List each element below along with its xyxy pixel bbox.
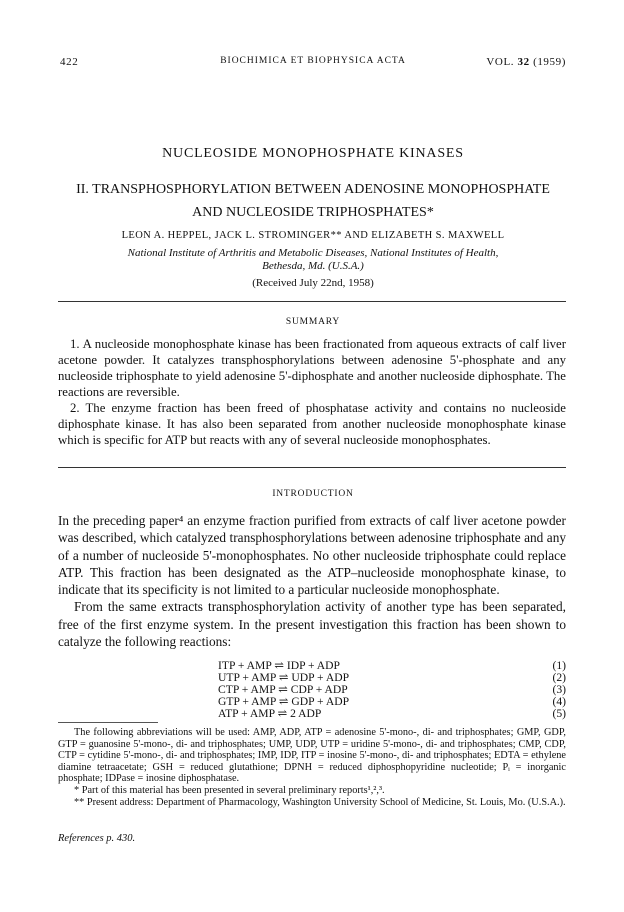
introduction-paragraph-2: From the same extracts transphosphorylation activity of another type has been separated, free of the first enzyme system. In the present investigation this fraction has been shown to catalyze the following reactions: [58,599,566,650]
footnote-double-star: ** Present address: Department of Pharmacology, Washington University School of Medicine, St. Louis, Mo. (U.S.A.). [74,796,566,808]
reaction-equations [58,660,566,720]
volume-year: (1959) [533,56,566,68]
reaction-equation: CTP + AMP ⇌ CDP + ADP [218,683,348,696]
reaction-equation: UTP + AMP ⇌ UDP + ADP [218,671,350,684]
footnote-divider [58,722,158,723]
page-number: 422 [60,56,79,68]
reaction-number: (3) [552,683,566,696]
volume-prefix: VOL. [486,56,515,68]
volume-info [486,56,566,68]
references-note: References p. 430. [58,833,136,844]
summary-heading: SUMMARY [285,317,341,327]
article-subtitle [60,178,566,224]
subtitle-line-2: AND NUCLEOSIDE TRIPHOSPHATES* [192,205,434,220]
introduction-section [58,512,566,650]
reaction-row [58,708,566,720]
introduction-heading: INTRODUCTION [272,489,354,499]
divider-top [58,301,566,302]
author-list: LEON A. HEPPEL, JACK L. STROMINGER** AND ELIZABETH S. MAXWELL [121,230,505,241]
reaction-equation: ITP + AMP ⇌ IDP + ADP [218,659,341,672]
footnote-abbreviations: The following abbreviations will be used: AMP, ADP, ATP = adenosine 5'-mono-, di- and triphosphates; GMP, GDP, GTP = guanosine 5'-mono-, di- and triphosphates; UMP, UDP, UTP = uridine 5'-mono-, di- and triphosphates; CMP, CDP, CTP = cytidine 5'-mono-, di- and triphosphates; IMP, IDP, ITP = inosine 5'-mono-, di- and triphosphates; EDTA = ethylene diamine tetraacetate; GSH = reduced glutathione; DPNH = reduced diphosphopyridine nucleotide; Pᵢ = inorganic phosphate; IDPase = inosine diphosphatase. [58,727,566,785]
introduction-paragraph-1: In the preceding paper⁴ an enzyme fraction purified from extracts of calf liver acetone powder was described, which catalyzed transphosphorylations between adenosine triphosphate and any of a number of nucleoside 5'-monophosphates. No other nucleoside triphosphate could replace ATP. This fraction has been designated as the ATP–nucleoside monophosphate kinase, to indicate that its specificity is not limited to a particular nucleoside monophosphate. [58,513,566,598]
reaction-equation: GTP + AMP ⇌ GDP + ADP [218,695,350,708]
reaction-equation: ATP + AMP ⇌ 2 ADP [218,707,322,720]
journal-name: BIOCHIMICA ET BIOPHYSICA ACTA [220,56,406,66]
reaction-number: (4) [552,695,566,708]
affiliation-line-1: National Institute of Arthritis and Metabolic Diseases, National Institutes of Health, [127,247,499,259]
summary-paragraph-1: 1. A nucleoside monophosphate kinase has been fractionated from aqueous extracts of calf liver acetone powder. It catalyzes transphosphorylations between adenosine 5'-phosphate and any nucleoside triphosphate to yield adenosine 5'-diphosphate and another nucleoside diphosphate. The reactions are reversible. [58,337,566,399]
reaction-number: (5) [552,707,566,720]
volume-number: 32 [517,56,530,68]
article-title: NUCLEOSIDE MONOPHOSPHATE KINASES [162,146,464,161]
footnote-star: * Part of this material has been presented in several preliminary reports¹,²,³. [74,784,385,796]
received-date: (Received July 22nd, 1958) [252,277,374,289]
summary-paragraph-2: 2. The enzyme fraction has been freed of phosphatase activity and contains no nucleoside diphosphate kinase. It has also been separated from another nucleoside monophosphate kinase which is specific for ATP but reacts with any of several nucleoside monophosphates. [58,401,566,447]
subtitle-line-1: II. TRANSPHOSPHORYLATION BETWEEN ADENOSINE MONOPHOSPHATE [76,182,550,197]
affiliation [80,247,546,273]
summary-section [58,336,566,448]
reaction-number: (1) [552,659,566,672]
footnotes [58,727,566,808]
reaction-number: (2) [552,671,566,684]
affiliation-line-2: Bethesda, Md. (U.S.A.) [262,260,364,272]
divider-bottom [58,467,566,468]
